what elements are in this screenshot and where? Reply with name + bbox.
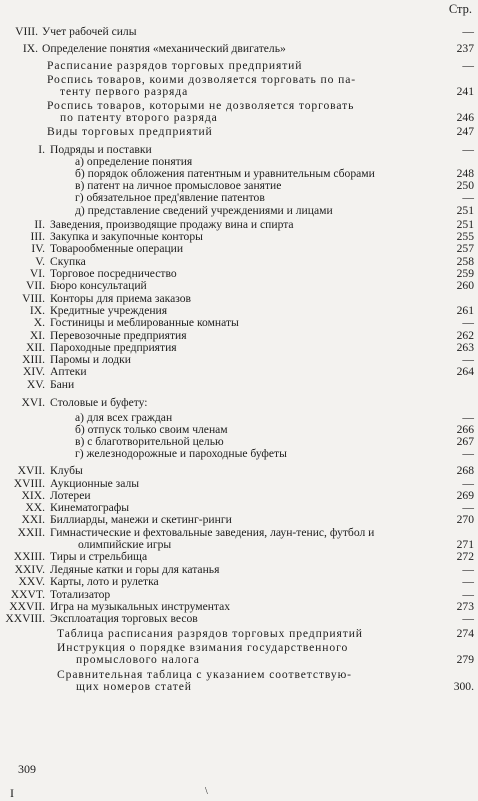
entry-number: X. bbox=[33, 316, 45, 329]
entry-page: 251 bbox=[456, 218, 474, 231]
entry-page: — bbox=[462, 191, 474, 204]
entry-page: — bbox=[462, 575, 474, 588]
entry-number: XIII. bbox=[22, 353, 45, 366]
entry-page: 263 bbox=[456, 341, 474, 354]
signature-mark: I bbox=[10, 786, 14, 800]
entry-title: Конторы для приема заказов bbox=[50, 292, 192, 305]
entry-title: Эксплоатация торговых весов bbox=[50, 612, 198, 625]
entry-number: II. bbox=[34, 218, 45, 231]
entry-page: 260 bbox=[456, 279, 474, 292]
entry-number: XXI. bbox=[21, 513, 45, 526]
entry-page: 255 bbox=[456, 230, 474, 243]
entry-number: XVIII. bbox=[13, 477, 45, 490]
entry-title: по патенту второго разряда bbox=[60, 111, 218, 124]
entry-title: Кредитные учреждения bbox=[50, 304, 168, 317]
entry-title: Расписание разрядов торговых предприятий bbox=[47, 59, 303, 72]
entry-number: XXIII. bbox=[13, 550, 45, 563]
entry-number: XIX. bbox=[21, 489, 45, 502]
entry-title: в) с благотворительной целью bbox=[75, 435, 224, 448]
entry-page: 269 bbox=[456, 489, 474, 502]
entry-title: а) для всех граждан bbox=[75, 411, 173, 424]
entry-page: 261 bbox=[456, 304, 474, 317]
entry-number: XVI. bbox=[21, 396, 45, 409]
slash-mark: \ bbox=[205, 786, 208, 797]
entry-page: 279 bbox=[456, 653, 474, 666]
entry-number: VI. bbox=[29, 267, 45, 280]
entry-title: Гостиницы и меблированные комнаты bbox=[50, 316, 239, 329]
entry-title: Пароходные предприятия bbox=[50, 341, 177, 354]
entry-title: Скупка bbox=[50, 255, 86, 268]
entry-page: — bbox=[462, 477, 474, 490]
entry-number: XXVIII. bbox=[5, 612, 45, 625]
entry-title: олимпийские игры bbox=[78, 538, 172, 551]
entry-page: — bbox=[462, 563, 474, 576]
entry-title: Столовые и буфету: bbox=[50, 396, 148, 409]
entry-page: 268 bbox=[456, 464, 474, 477]
entry-page: — bbox=[462, 25, 474, 38]
entry-page: 251 bbox=[456, 204, 474, 217]
entry-title: б) порядок обложения патентным и уравнительным сборами bbox=[75, 167, 375, 180]
entry-title: Определение понятия «механический двигатель» bbox=[42, 42, 286, 55]
entry-title: д) представление сведений учреждениями и лицами bbox=[75, 204, 333, 217]
page-number: 309 bbox=[18, 762, 36, 776]
entry-page: — bbox=[462, 316, 474, 329]
entry-page: — bbox=[462, 612, 474, 625]
entry-title: щих номеров статей bbox=[76, 680, 192, 693]
entry-number: IX. bbox=[22, 42, 38, 55]
entry-page: — bbox=[462, 59, 474, 72]
entry-page: 272 bbox=[456, 550, 474, 563]
entry-title: Закупка и закупочные конторы bbox=[50, 230, 203, 243]
entry-page: — bbox=[462, 501, 474, 514]
entry-page: 237 bbox=[456, 42, 474, 55]
entry-title: Лотереи bbox=[50, 489, 91, 502]
entry-page: 257 bbox=[456, 242, 474, 255]
entry-title: Кинематографы bbox=[50, 501, 130, 514]
entry-number: I. bbox=[38, 143, 45, 156]
entry-title: Таблица расписания разрядов торговых предприятий bbox=[57, 627, 363, 640]
entry-number: V. bbox=[35, 255, 45, 268]
entry-page: 267 bbox=[456, 435, 474, 448]
entry-title: Перевозочные предприятия bbox=[50, 329, 187, 342]
entry-title: Виды торговых предприятий bbox=[47, 125, 213, 138]
entry-title: г) железнодорожные и пароходные буфеты bbox=[75, 447, 287, 460]
entry-title: а) определение понятия bbox=[75, 155, 193, 168]
entry-page: — bbox=[462, 447, 474, 460]
entry-page: — bbox=[462, 353, 474, 366]
entry-title: Клубы bbox=[50, 464, 83, 477]
entry-title: Подряды и поставки bbox=[50, 143, 152, 156]
entry-page: 250 bbox=[456, 179, 474, 192]
entry-title: Тиры и стрельбища bbox=[50, 550, 148, 563]
entry-page: 264 bbox=[456, 365, 474, 378]
entry-page: 248 bbox=[456, 167, 474, 180]
entry-title: Карты, лото и рулетка bbox=[50, 575, 159, 588]
entry-title: Ледяные катки и горы для катанья bbox=[50, 563, 220, 576]
entry-page: — bbox=[462, 588, 474, 601]
entry-title: Товарообменные операции bbox=[50, 242, 184, 255]
entry-number: VII. bbox=[26, 279, 45, 292]
entry-number: XX. bbox=[25, 501, 45, 514]
entry-title: Игра на музыкальных инструментах bbox=[50, 600, 231, 613]
page-label-header: Стр. bbox=[448, 2, 472, 16]
entry-title: Инструкция о порядке взимания государственного bbox=[57, 641, 349, 654]
entry-number: XI. bbox=[29, 329, 45, 342]
entry-page: 259 bbox=[456, 267, 474, 280]
entry-title: Учет рабочей силы bbox=[42, 25, 137, 38]
entry-title: Аукционные залы bbox=[50, 477, 140, 490]
entry-title: Сравнительная таблица с указанием соответствую- bbox=[57, 668, 352, 681]
entry-number: IX. bbox=[29, 304, 45, 317]
entry-title: Роспись товаров, которыми не дозволяется торговать bbox=[47, 99, 355, 112]
entry-title: Бюро консультаций bbox=[50, 279, 147, 292]
entry-title: Роспись товаров, коими дозволяется торговать по па- bbox=[47, 73, 357, 86]
entry-page: 266 bbox=[456, 423, 474, 436]
entry-title: Тотализатор bbox=[50, 588, 111, 601]
entry-number: XXVII. bbox=[9, 600, 45, 613]
entry-page: 258 bbox=[456, 255, 474, 268]
entry-number: IV. bbox=[31, 242, 45, 255]
entry-page: 241 bbox=[456, 85, 474, 98]
entry-number: XXVT. bbox=[10, 588, 45, 601]
entry-title: Торговое посредничество bbox=[50, 267, 177, 280]
entry-page: — bbox=[462, 143, 474, 156]
entry-title: Гимнастические и фехтовальные заведения, лаун-тенис, футбол и bbox=[50, 526, 375, 539]
entry-number: III. bbox=[30, 230, 45, 243]
entry-page: 262 bbox=[456, 329, 474, 342]
entry-page: 247 bbox=[456, 125, 474, 138]
entry-title: промыслового налога bbox=[76, 653, 200, 666]
entry-title: Бани bbox=[50, 378, 75, 391]
entry-number: XXIV. bbox=[14, 563, 45, 576]
entry-number: XXII. bbox=[17, 526, 45, 539]
entry-title: Аптеки bbox=[50, 365, 87, 378]
entry-page: 271 bbox=[456, 538, 474, 551]
entry-page: 300. bbox=[453, 680, 474, 693]
entry-page: 270 bbox=[456, 513, 474, 526]
entry-title: Биллиарды, манежи и скетинг-ринги bbox=[50, 513, 232, 526]
entry-page: 246 bbox=[456, 111, 474, 124]
entry-page: 273 bbox=[456, 600, 474, 613]
entry-title: Паромы и лодки bbox=[50, 353, 132, 366]
entry-title: г) обязательное пред'явление патентов bbox=[75, 191, 265, 204]
entry-number: VIII. bbox=[15, 25, 38, 38]
entry-page: 274 bbox=[456, 627, 474, 640]
entry-number: XXV. bbox=[18, 575, 45, 588]
entry-title: в) патент на личное промысловое занятие bbox=[75, 179, 282, 192]
entry-page: — bbox=[462, 411, 474, 424]
entry-title: тенту первого разряда bbox=[60, 85, 189, 98]
entry-title: Заведения, производящие продажу вина и спирта bbox=[50, 218, 294, 231]
entry-number: XII. bbox=[26, 341, 45, 354]
entry-title: б) отпуск только своим членам bbox=[75, 423, 228, 436]
entry-number: XVII. bbox=[17, 464, 45, 477]
entry-number: XIV. bbox=[22, 365, 45, 378]
entry-number: VIII. bbox=[22, 292, 45, 305]
entry-number: XV. bbox=[26, 378, 45, 391]
